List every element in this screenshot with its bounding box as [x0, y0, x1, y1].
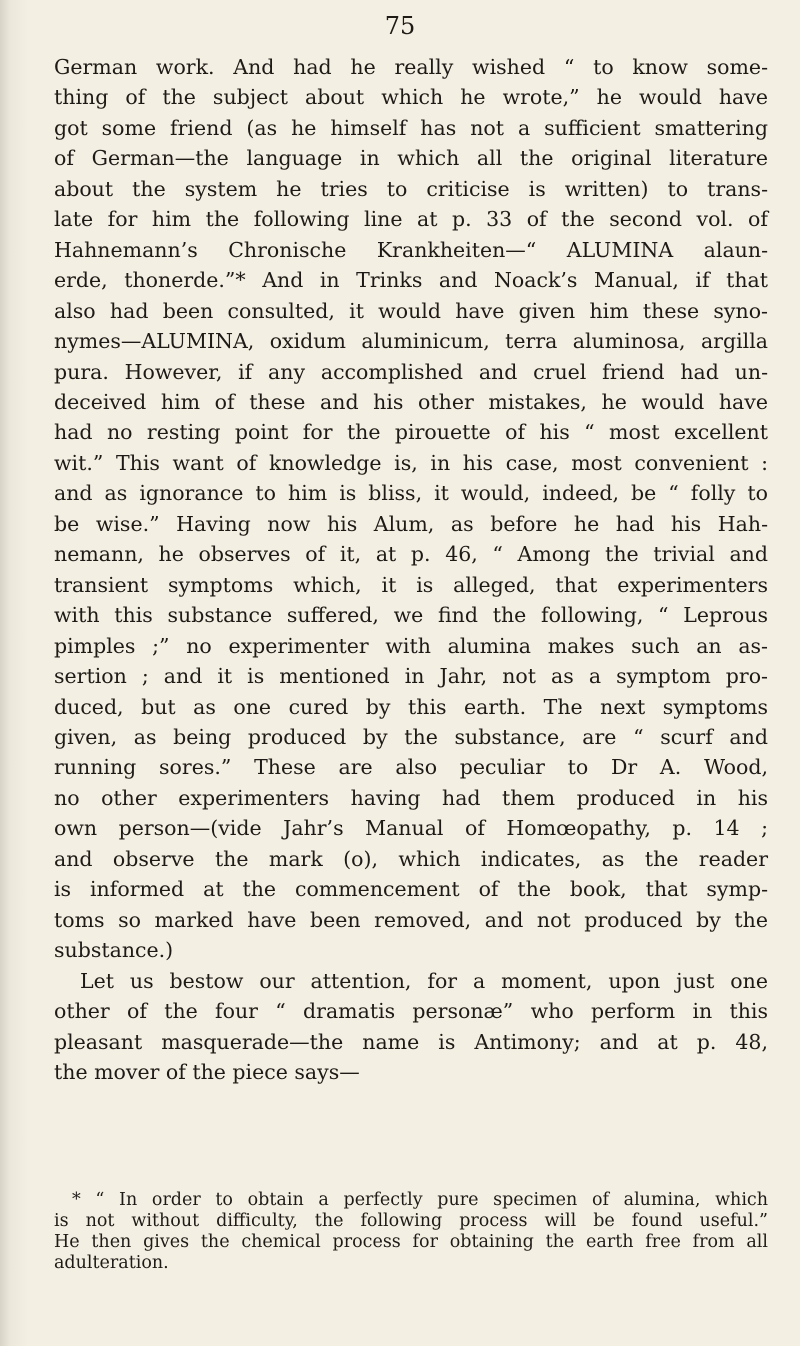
text-line: got some friend (as he himself has not a sufficient smattering — [54, 115, 768, 140]
text-line: running sores.” These are also peculiar to Dr A. Wood, — [54, 755, 768, 780]
text-line: no other experimenters having had them produced in his — [54, 785, 768, 810]
text-line: nemann, he observes of it, at p. 46, “ Among the trivial and — [54, 542, 768, 567]
footnote-line: adulteration. — [54, 1253, 169, 1273]
main-text — [54, 52, 768, 1087]
footnote-line: He then gives the chemical process for obtaining the earth free from all — [54, 1232, 768, 1252]
text-line: own person—(vide Jahr’s Manual of Homœopathy, p. 14 ; — [54, 816, 768, 841]
text-line: thing of the subject about which he wrote,” he would have — [54, 85, 768, 110]
text-line: pimples ;” no experimenter with alumina makes such an as- — [54, 633, 768, 658]
text-line: of German—the language in which all the original literature — [54, 146, 768, 171]
text-line: toms so marked have been removed, and not produced by the — [54, 907, 768, 932]
text-line: the mover of the piece says— — [54, 1059, 360, 1084]
text-line: pura. However, if any accomplished and cruel friend had un- — [54, 359, 768, 384]
text-line: sertion ; and it is mentioned in Jahr, not as a symptom pro- — [54, 664, 768, 689]
text-line: is informed at the commencement of the book, that symp- — [54, 877, 768, 902]
footnote-line: is not without difficulty, the following process will be found useful.” — [54, 1211, 768, 1231]
text-line: deceived him of these and his other mistakes, he would have — [54, 389, 768, 414]
text-line: pleasant masquerade—the name is Antimony; and at p. 48, — [54, 1029, 768, 1054]
text-line: and as ignorance to him is bliss, it would, indeed, be “ folly to — [54, 481, 768, 506]
text-line: wit.” This want of knowledge is, in his case, most convenient : — [54, 450, 768, 475]
text-line: nymes—ALUMINA, oxidum aluminicum, terra aluminosa, argilla — [54, 329, 768, 354]
text-line: given, as being produced by the substance, are “ scurf and — [54, 724, 768, 749]
text-line: Hahnemann’s Chronische Krankheiten—“ ALUMINA alaun- — [54, 237, 768, 262]
footnote — [54, 1190, 768, 1274]
text-line: substance.) — [54, 938, 174, 963]
text-line: with this substance suffered, we find the following, “ Leprous — [54, 603, 768, 628]
text-line: late for him the following line at p. 33 of the second vol. of — [54, 207, 768, 232]
page-number: 75 — [384, 12, 416, 40]
text-line: German work. And had he really wished “ to know some- — [54, 55, 768, 79]
text-line: about the system he tries to criticise is written) to trans- — [54, 176, 768, 201]
text-line: also had been consulted, it would have given him these syno- — [54, 298, 768, 323]
text-line: be wise.” Having now his Alum, as before he had his Hah- — [54, 511, 768, 536]
text-line: Let us bestow our attention, for a moment, upon just one — [80, 968, 768, 993]
footnote-line: * “ In order to obtain a perfectly pure specimen of alumina, which — [72, 1190, 768, 1210]
text-line: other of the four “ dramatis personæ” who perform in this — [54, 999, 768, 1024]
text-line: and observe the mark (o), which indicates, as the reader — [54, 846, 768, 871]
text-line: transient symptoms which, it is alleged, that experimenters — [54, 572, 768, 597]
text-line: had no resting point for the pirouette of his “ most excellent — [54, 420, 768, 445]
text-line: erde, thonerde.”* And in Trinks and Noack’s Manual, if that — [54, 268, 768, 293]
text-line: duced, but as one cured by this earth. The next symptoms — [54, 694, 768, 719]
